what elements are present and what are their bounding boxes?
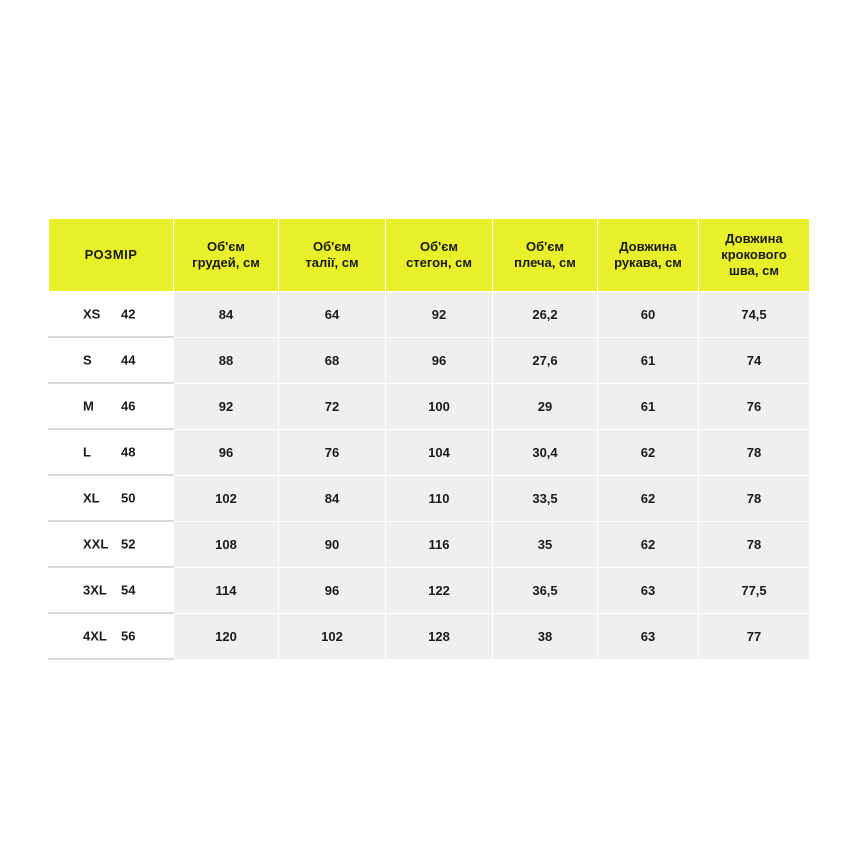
size-number: 42 — [121, 306, 136, 322]
cell-inseam: 78 — [699, 521, 810, 567]
header-shoulder-line-2: плеча, см — [514, 255, 576, 270]
header-waist-line-2: талії, см — [305, 255, 359, 270]
cell-chest: 120 — [174, 613, 279, 659]
header-inseam-line-1: Довжина — [725, 230, 783, 246]
table-row — [49, 521, 810, 567]
size-chart-table — [48, 218, 810, 660]
cell-hips: 110 — [386, 475, 493, 521]
cell-waist: 90 — [279, 521, 386, 567]
header-inseam — [699, 219, 810, 292]
header-chest-line-2: грудей, см — [192, 255, 260, 270]
cell-inseam: 77 — [699, 613, 810, 659]
cell-chest: 96 — [174, 429, 279, 475]
size-number: 50 — [121, 490, 136, 506]
cell-inseam: 74 — [699, 337, 810, 383]
header-shoulder-line-1: Об'єм — [525, 238, 565, 254]
size-letter: M — [83, 398, 94, 414]
cell-shoulder: 30,4 — [493, 429, 598, 475]
table-row — [49, 613, 810, 659]
table-row — [49, 475, 810, 521]
cell-hips: 96 — [386, 337, 493, 383]
cell-inseam: 78 — [699, 429, 810, 475]
header-size — [49, 219, 174, 292]
header-waist-line-1: Об'єм — [312, 238, 352, 254]
size-number: 56 — [121, 628, 136, 644]
cell-size — [49, 383, 174, 429]
cell-sleeve: 60 — [598, 292, 699, 338]
header-chest-line-1: Об'єм — [206, 238, 246, 254]
cell-shoulder: 27,6 — [493, 337, 598, 383]
size-number: 46 — [121, 398, 136, 414]
header-hips — [386, 219, 493, 292]
size-letter: L — [83, 444, 91, 460]
table-row — [49, 567, 810, 613]
cell-sleeve: 62 — [598, 475, 699, 521]
size-number: 52 — [121, 536, 136, 552]
cell-inseam: 74,5 — [699, 292, 810, 338]
cell-sleeve: 61 — [598, 383, 699, 429]
cell-chest: 84 — [174, 292, 279, 338]
cell-inseam: 76 — [699, 383, 810, 429]
cell-hips: 100 — [386, 383, 493, 429]
cell-waist: 76 — [279, 429, 386, 475]
table-row — [49, 429, 810, 475]
size-chart-container — [48, 218, 802, 660]
header-hips-line-1: Об'єм — [419, 238, 459, 254]
cell-sleeve: 61 — [598, 337, 699, 383]
cell-waist: 102 — [279, 613, 386, 659]
table-row — [49, 292, 810, 338]
table-header — [49, 219, 810, 292]
size-letter: 4XL — [83, 628, 107, 644]
size-number: 48 — [121, 444, 136, 460]
cell-shoulder: 29 — [493, 383, 598, 429]
cell-shoulder: 35 — [493, 521, 598, 567]
cell-size — [49, 292, 174, 338]
cell-hips: 92 — [386, 292, 493, 338]
cell-size — [49, 567, 174, 613]
header-hips-line-2: стегон, см — [406, 255, 472, 270]
cell-size — [49, 613, 174, 659]
header-size-line-1: РОЗМІР — [84, 246, 138, 262]
cell-hips: 122 — [386, 567, 493, 613]
cell-sleeve: 62 — [598, 521, 699, 567]
table-body — [49, 292, 810, 660]
cell-waist: 96 — [279, 567, 386, 613]
header-sleeve-line-2: рукава, см — [614, 255, 682, 270]
header-sleeve — [598, 219, 699, 292]
cell-waist: 64 — [279, 292, 386, 338]
cell-sleeve: 62 — [598, 429, 699, 475]
cell-waist: 84 — [279, 475, 386, 521]
size-number: 54 — [121, 582, 136, 598]
cell-waist: 72 — [279, 383, 386, 429]
cell-sleeve: 63 — [598, 567, 699, 613]
cell-shoulder: 33,5 — [493, 475, 598, 521]
size-letter: XXL — [83, 536, 109, 552]
cell-waist: 68 — [279, 337, 386, 383]
cell-shoulder: 38 — [493, 613, 598, 659]
cell-shoulder: 26,2 — [493, 292, 598, 338]
size-number: 44 — [121, 352, 136, 368]
header-chest — [174, 219, 279, 292]
size-letter: S — [83, 352, 92, 368]
size-letter: XS — [83, 306, 101, 322]
cell-hips: 128 — [386, 613, 493, 659]
cell-chest: 88 — [174, 337, 279, 383]
header-sleeve-line-1: Довжина — [619, 238, 677, 254]
header-shoulder — [493, 219, 598, 292]
cell-chest: 114 — [174, 567, 279, 613]
cell-chest: 102 — [174, 475, 279, 521]
cell-size — [49, 521, 174, 567]
cell-size — [49, 337, 174, 383]
cell-hips: 116 — [386, 521, 493, 567]
header-inseam-line-3: шва, см — [729, 263, 779, 279]
cell-sleeve: 63 — [598, 613, 699, 659]
cell-chest: 108 — [174, 521, 279, 567]
header-waist — [279, 219, 386, 292]
size-letter: 3XL — [83, 582, 107, 598]
table-row — [49, 337, 810, 383]
cell-inseam: 78 — [699, 475, 810, 521]
cell-size — [49, 429, 174, 475]
size-letter: XL — [83, 490, 100, 506]
cell-inseam: 77,5 — [699, 567, 810, 613]
cell-size — [49, 475, 174, 521]
header-inseam-line-2: крокового — [721, 246, 787, 262]
table-row — [49, 383, 810, 429]
cell-hips: 104 — [386, 429, 493, 475]
cell-shoulder: 36,5 — [493, 567, 598, 613]
cell-chest: 92 — [174, 383, 279, 429]
header-row — [49, 219, 810, 292]
